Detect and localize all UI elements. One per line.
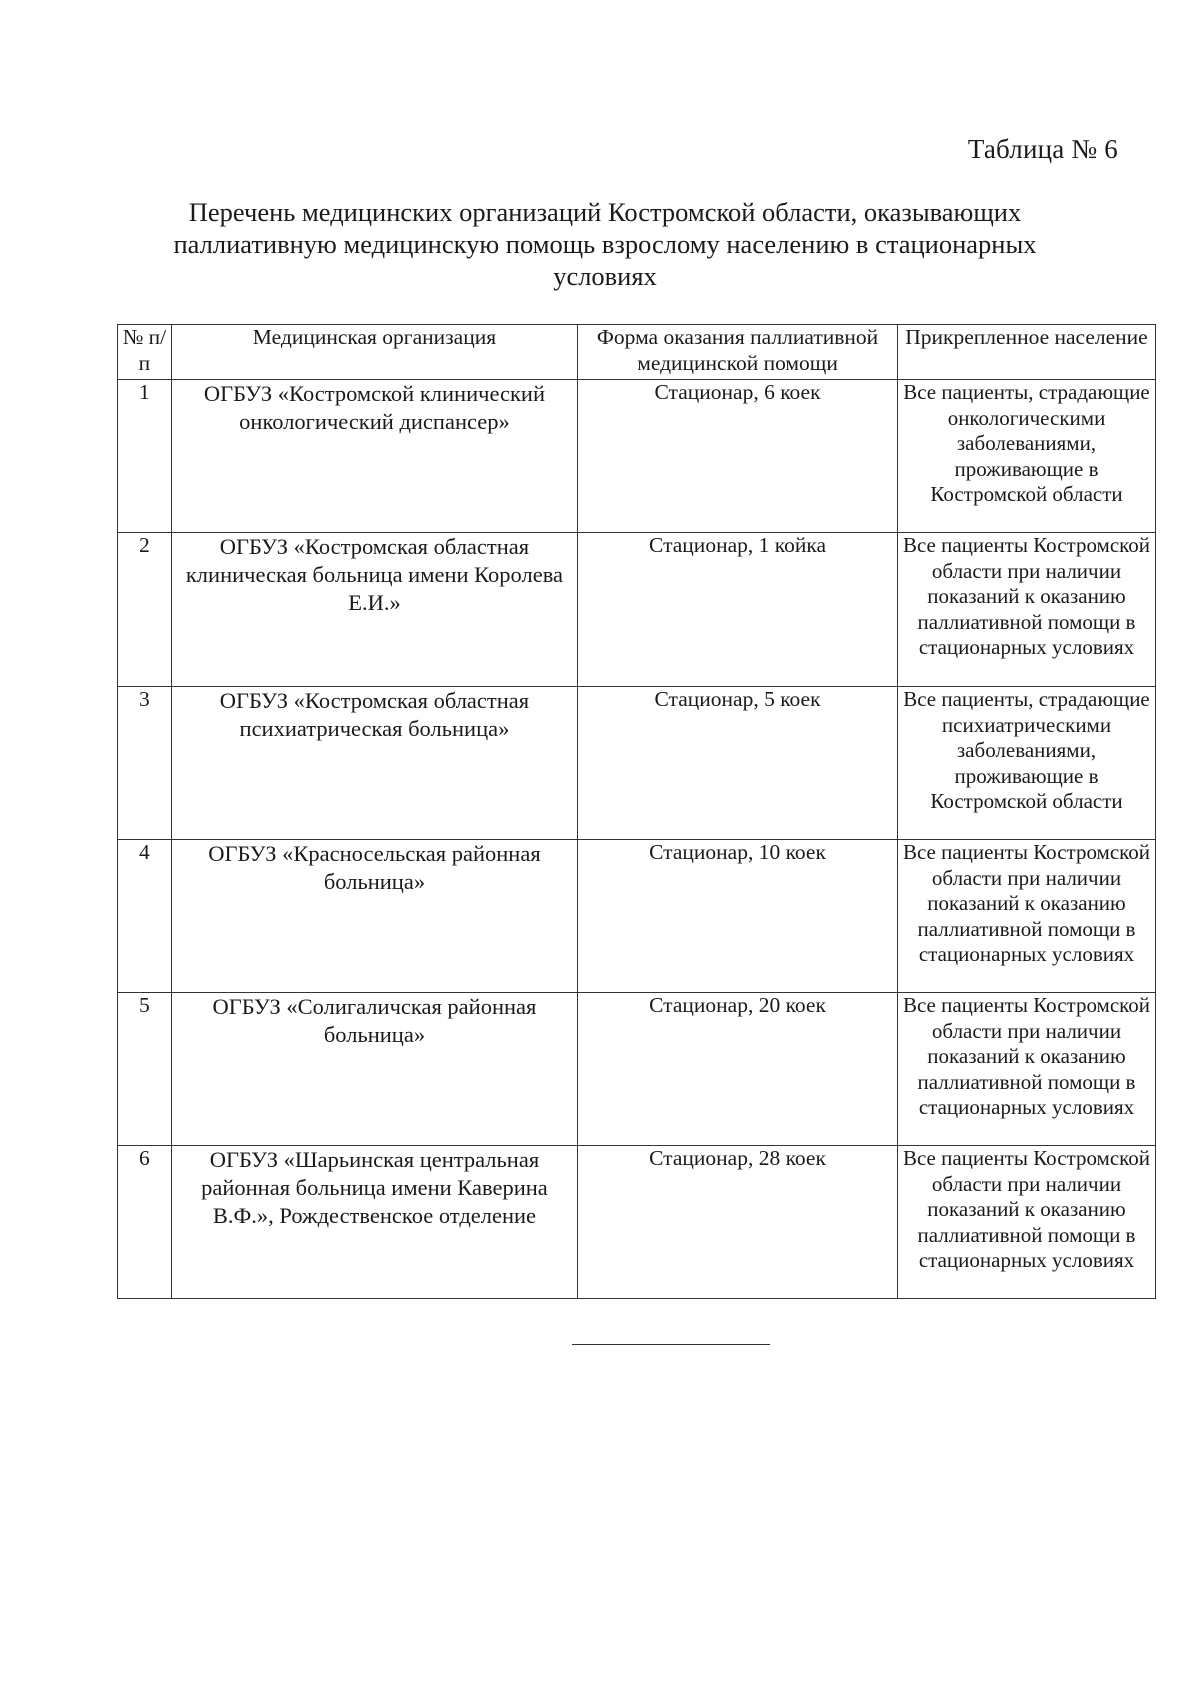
table-row	[118, 840, 1156, 993]
organization-name: ОГБУЗ «Шарьинская центральная районная больница имени Каверина В.Ф.», Рождественское отделение	[171, 1146, 577, 1299]
attached-population: Все пациенты, страдающие онкологическими заболеваниями, проживающие в Костромской области	[898, 380, 1156, 533]
document-title	[150, 196, 1060, 292]
table-row	[118, 993, 1156, 1146]
care-form: Стационар, 5 коек	[578, 687, 898, 840]
care-form: Стационар, 10 коек	[578, 840, 898, 993]
organization-name: ОГБУЗ «Костромская областная психиатрическая больница»	[171, 687, 577, 840]
table-header-row	[118, 325, 1156, 380]
row-number: 6	[118, 1146, 172, 1299]
table-row	[118, 1146, 1156, 1299]
organization-name: ОГБУЗ «Красносельская районная больница»	[171, 840, 577, 993]
header-organization: Медицинская организация	[171, 325, 577, 380]
title-line-3: условиях	[553, 261, 657, 291]
row-number: 5	[118, 993, 172, 1146]
header-attached-population: Прикрепленное население	[898, 325, 1156, 380]
row-number: 4	[118, 840, 172, 993]
organization-name: ОГБУЗ «Костромской клинический онкологический диспансер»	[171, 380, 577, 533]
organizations-table	[117, 324, 1156, 1299]
row-number: 2	[118, 533, 172, 687]
row-number: 1	[118, 380, 172, 533]
attached-population: Все пациенты Костромской области при наличии показаний к оказанию паллиативной помощи в стационарных условиях	[898, 840, 1156, 993]
attached-population: Все пациенты, страдающие психиатрическими заболеваниями, проживающие в Костромской области	[898, 687, 1156, 840]
table-number-label: Таблица № 6	[967, 134, 1118, 164]
attached-population: Все пациенты Костромской области при наличии показаний к оказанию паллиативной помощи в стационарных условиях	[898, 993, 1156, 1146]
header-care-form: Форма оказания паллиативной медицинской помощи	[578, 325, 898, 380]
closing-divider	[572, 1344, 770, 1345]
organization-name: ОГБУЗ «Солигаличская районная больница»	[171, 993, 577, 1146]
attached-population: Все пациенты Костромской области при наличии показаний к оказанию паллиативной помощи в стационарных условиях	[898, 1146, 1156, 1299]
care-form: Стационар, 20 коек	[578, 993, 898, 1146]
table-row	[118, 380, 1156, 533]
row-number: 3	[118, 687, 172, 840]
title-line-2: паллиативную медицинскую помощь взрослому населению в стационарных	[173, 229, 1037, 259]
header-number: № п/п	[118, 325, 172, 380]
care-form: Стационар, 28 коек	[578, 1146, 898, 1299]
care-form: Стационар, 6 коек	[578, 380, 898, 533]
attached-population: Все пациенты Костромской области при наличии показаний к оказанию паллиативной помощи в стационарных условиях	[898, 533, 1156, 687]
table-row	[118, 533, 1156, 687]
organization-name: ОГБУЗ «Костромская областная клиническая больница имени Королева Е.И.»	[171, 533, 577, 687]
title-line-1: Перечень медицинских организаций Костромской области, оказывающих	[188, 197, 1022, 227]
care-form: Стационар, 1 койка	[578, 533, 898, 687]
table-row	[118, 687, 1156, 840]
